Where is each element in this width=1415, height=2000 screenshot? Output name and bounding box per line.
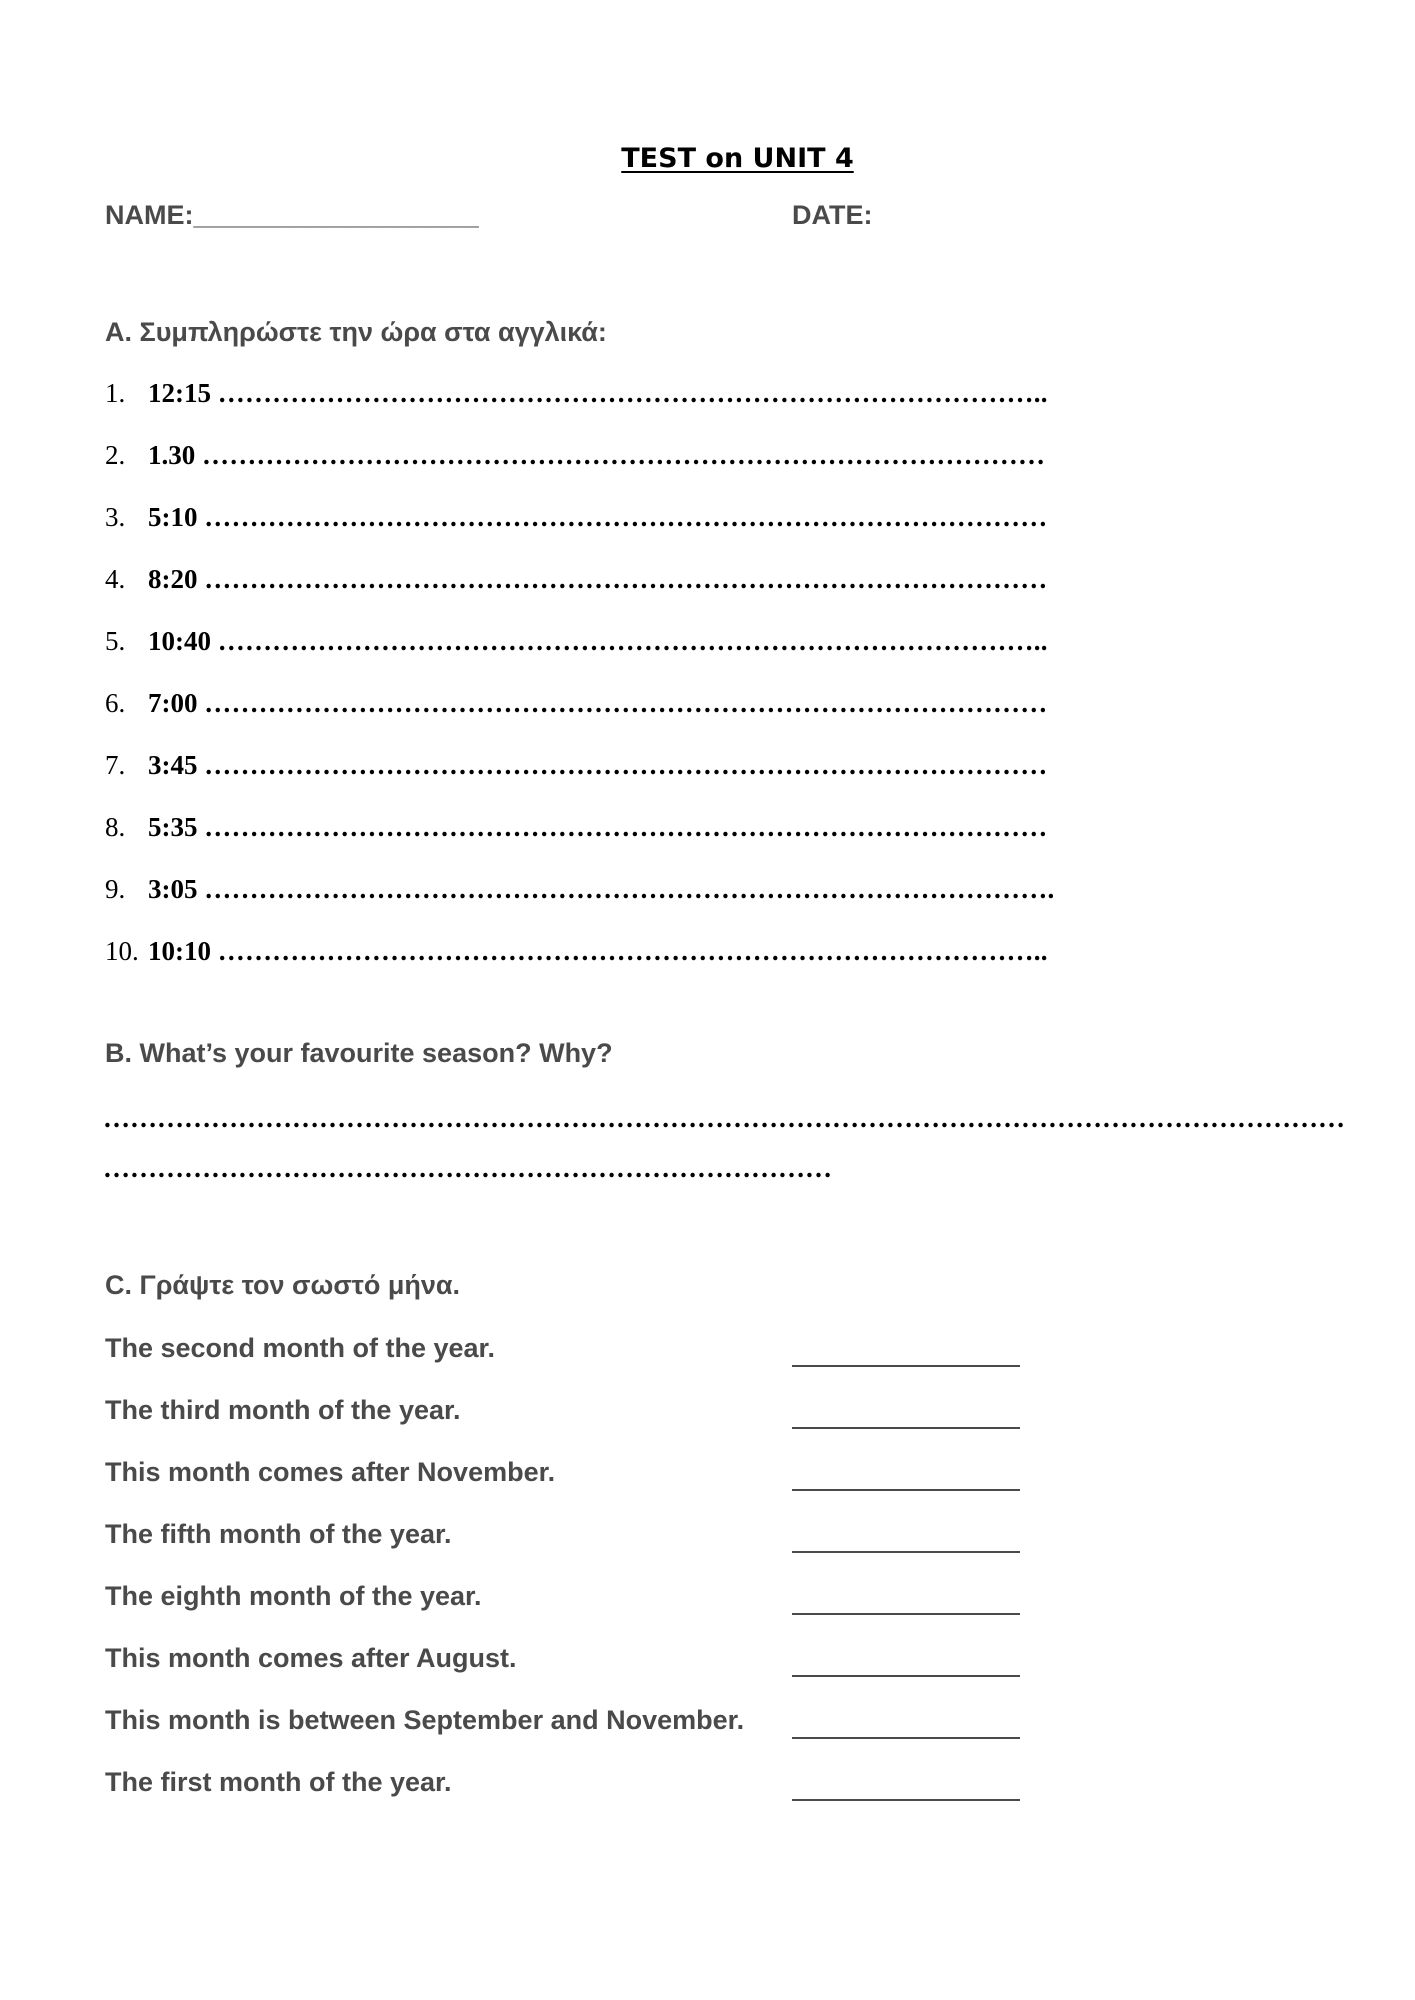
answer-dots-line-2: ……………………………………………………………………… (103, 1153, 832, 1183)
item-number: 6. (105, 688, 126, 718)
answer-dots: ………………………………………………………………………………… (204, 688, 1048, 718)
time-value: 5:35 (148, 812, 198, 842)
list-item (105, 1519, 1105, 1581)
list-item (105, 1333, 1105, 1395)
answer-line (792, 1613, 1020, 1615)
item-number: 10. (105, 936, 139, 966)
list-item (105, 1643, 1105, 1705)
item-number: 9. (105, 874, 126, 904)
list-item (105, 624, 1054, 686)
answer-dots: ……………………………………………………………………………….. (217, 378, 1048, 408)
item-number: 4. (105, 564, 126, 594)
section-c-heading: C. Γράψτε τον σωστό μήνα. (105, 1270, 460, 1300)
answer-dots: ……………………………………………………………………………….. (217, 936, 1048, 966)
time-value: 7:00 (148, 688, 198, 718)
item-number: 5. (105, 626, 126, 656)
list-item (105, 748, 1054, 810)
list-item (105, 872, 1054, 934)
month-question: The first month of the year. (105, 1767, 452, 1797)
answer-dots: ………………………………………………………………………………… (204, 564, 1048, 594)
answer-line (792, 1675, 1020, 1677)
list-item (105, 438, 1054, 500)
answer-dots: …………………………………………………………………………………. (204, 874, 1055, 904)
answer-line (792, 1365, 1020, 1367)
month-question: The eighth month of the year. (105, 1581, 482, 1611)
list-item (105, 1581, 1105, 1643)
item-number: 1. (105, 378, 126, 408)
time-value: 1.30 (148, 440, 196, 470)
month-question: This month comes after August. (105, 1643, 517, 1673)
time-value: 10:40 (148, 626, 211, 656)
list-item (105, 1457, 1105, 1519)
time-value: 5:10 (148, 502, 198, 532)
time-value: 10:10 (148, 936, 211, 966)
name-field-label: NAME:___________________ (105, 200, 479, 230)
answer-line (792, 1427, 1020, 1429)
month-question: The second month of the year. (105, 1333, 496, 1363)
month-question: This month is between September and November. (105, 1705, 745, 1735)
item-number: 3. (105, 502, 126, 532)
page-title: TEST on UNIT 4 (621, 143, 854, 174)
answer-line (792, 1551, 1020, 1553)
section-a-heading: A. Συμπληρώστε την ώρα στα αγγλικά: (105, 317, 607, 347)
time-value: 8:20 (148, 564, 198, 594)
item-number: 7. (105, 750, 126, 780)
date-field-label: DATE: (792, 200, 873, 230)
list-item (105, 810, 1054, 872)
answer-dots: ………………………………………………………………………………… (204, 502, 1048, 532)
answer-line (792, 1799, 1020, 1801)
list-item (105, 686, 1054, 748)
item-number: 8. (105, 812, 126, 842)
answer-dots: ………………………………………………………………………………… (204, 750, 1048, 780)
item-number: 2. (105, 440, 126, 470)
time-value: 12:15 (148, 378, 211, 408)
time-value: 3:45 (148, 750, 198, 780)
answer-dots-line-1: ………………………………………………………………………………………………………………………… (103, 1103, 1345, 1133)
time-exercise-list (105, 376, 1054, 996)
answer-line (792, 1737, 1020, 1739)
month-question: The third month of the year. (105, 1395, 461, 1425)
list-item (105, 1767, 1105, 1829)
answer-dots: ……………………………………………………………………………….. (217, 626, 1048, 656)
list-item (105, 1705, 1105, 1767)
list-item (105, 376, 1054, 438)
answer-dots: ………………………………………………………………………………… (202, 440, 1046, 470)
answer-dots: ………………………………………………………………………………… (204, 812, 1048, 842)
answer-line (792, 1489, 1020, 1491)
month-question: This month comes after November. (105, 1457, 556, 1487)
list-item (105, 1395, 1105, 1457)
list-item (105, 934, 1054, 996)
month-question: The fifth month of the year. (105, 1519, 452, 1549)
month-exercise-list (105, 1333, 1105, 1829)
list-item (105, 562, 1054, 624)
time-value: 3:05 (148, 874, 198, 904)
list-item (105, 500, 1054, 562)
section-b-heading: B. What’s your favourite season? Why? (105, 1038, 613, 1068)
